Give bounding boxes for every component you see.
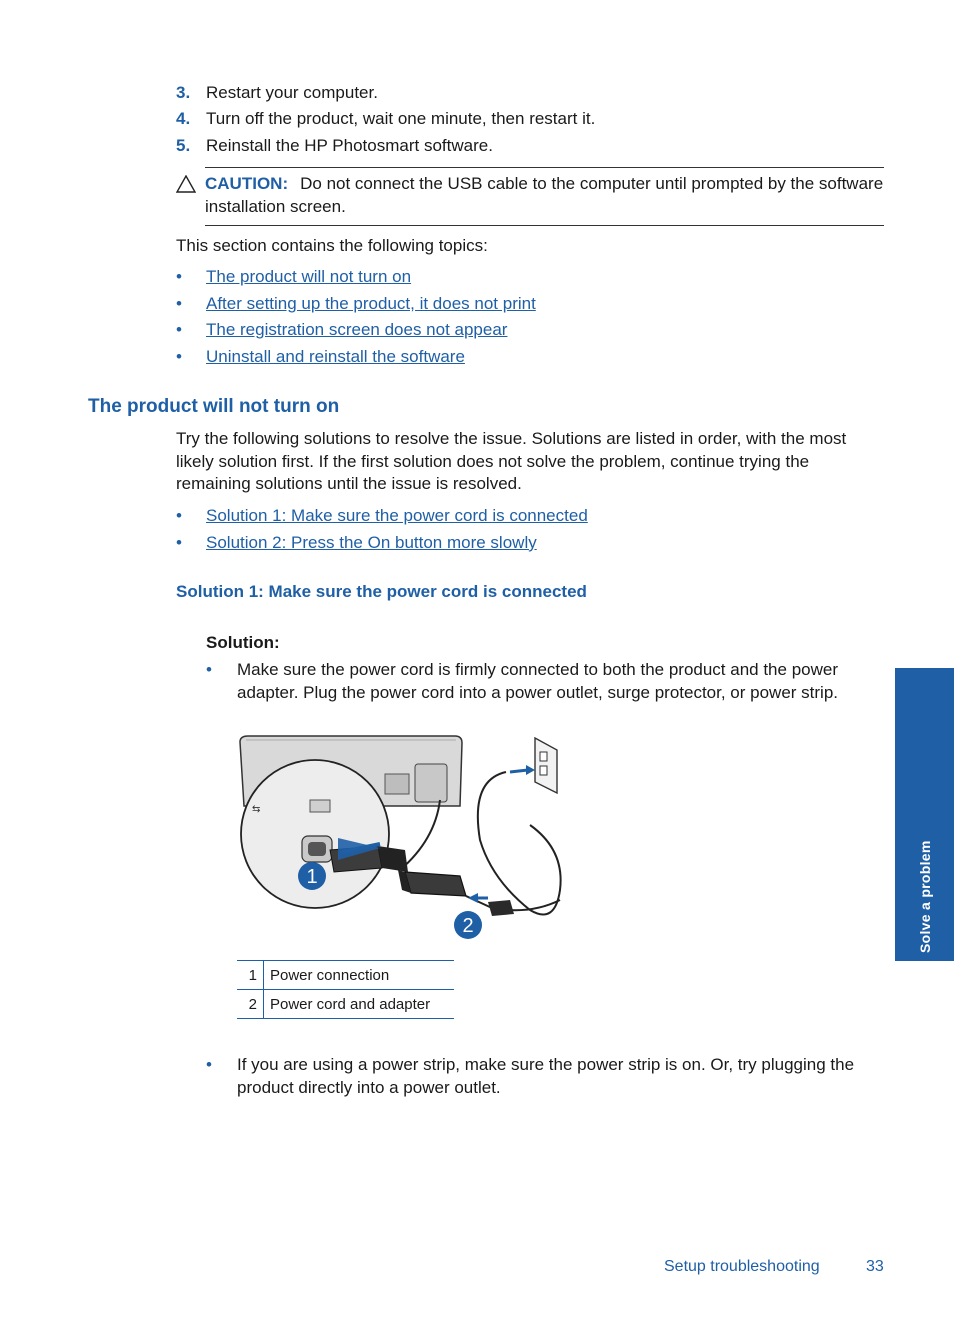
topic-link[interactable]: After setting up the product, it does not print — [206, 293, 536, 313]
section-intro: Try the following solutions to resolve the issue. Solutions are listed in order, with the most likely solution first. If the first solution does not solve the problem, continue trying the remaining solutions until the issue is resolved. — [176, 429, 847, 493]
topics-intro: This section contains the following topics: — [176, 236, 488, 255]
table-row — [237, 990, 454, 1019]
step-number: 5. — [176, 136, 191, 155]
warning-triangle-icon — [176, 175, 196, 193]
list-item — [176, 532, 886, 559]
step-number: 4. — [176, 109, 191, 128]
page-number: 33 — [866, 1258, 884, 1275]
side-tab — [895, 668, 954, 961]
topic-link[interactable]: Uninstall and reinstall the software — [206, 346, 465, 366]
topic-link[interactable]: The product will not turn on — [206, 267, 412, 286]
legend-label: Power connection — [264, 961, 455, 990]
step-4 — [176, 108, 886, 130]
callout-1-text: 1 — [306, 866, 318, 888]
legend-label: Power cord and adapter — [264, 990, 455, 1019]
figure-legend-table — [237, 960, 454, 1019]
bullet-icon: • — [176, 267, 182, 286]
solution-link[interactable]: Solution 2: Press the On button more slowly — [206, 532, 537, 552]
topics-list — [176, 266, 886, 372]
list-item — [176, 319, 886, 346]
legend-number: 1 — [237, 961, 264, 990]
legend-number: 2 — [237, 990, 264, 1019]
solution-bullet-2 — [206, 1053, 886, 1099]
step-text: Reinstall the HP Photosmart software. — [206, 136, 493, 155]
footer-section: Setup troubleshooting — [664, 1258, 820, 1275]
caution-top-rule — [205, 167, 884, 168]
svg-text:⇆: ⇆ — [252, 804, 261, 815]
table-row — [237, 961, 454, 990]
step-text: Restart your computer. — [206, 83, 378, 102]
step-5 — [176, 135, 886, 157]
solutions-list — [176, 505, 886, 558]
callout-2-text: 2 — [462, 915, 474, 937]
solution-label: Solution: — [206, 633, 280, 652]
step-text: Turn off the product, wait one minute, then restart it. — [206, 109, 596, 128]
list-item — [176, 346, 886, 373]
topic-link[interactable]: The registration screen does not appear — [206, 320, 508, 339]
bullet-icon: • — [176, 346, 182, 366]
bullet-text: Make sure the power cord is firmly connected to both the product and the power adapter. Plug the power cord into a power outlet, surge protector, or power strip. — [237, 660, 839, 702]
bullet-text: If you are using a power strip, make sure the power strip is on. Or, try plugging the product directly into a power outlet. — [237, 1055, 855, 1097]
list-item — [176, 293, 886, 320]
section-heading: The product will not turn on — [88, 396, 340, 417]
solution-bullet-1 — [206, 658, 886, 704]
step-number: 3. — [176, 83, 191, 102]
list-item — [176, 266, 886, 293]
bullet-icon: • — [176, 293, 182, 313]
side-tab-label: Solve a problem — [916, 840, 933, 953]
caution-note — [176, 172, 884, 218]
bullet-icon: • — [176, 506, 182, 525]
list-item — [176, 505, 886, 532]
solution1-heading: Solution 1: Make sure the power cord is connected — [176, 582, 587, 601]
bullet-icon: • — [176, 532, 182, 552]
caution-label: CAUTION: — [205, 174, 289, 193]
bullet-icon: • — [206, 1055, 212, 1074]
bullet-icon: • — [176, 320, 182, 339]
power-connection-illustration — [230, 730, 570, 942]
bullet-icon: • — [206, 660, 212, 679]
step-3 — [176, 82, 886, 104]
caution-text: Do not connect the USB cable to the computer until prompted by the software installation screen. — [205, 174, 884, 216]
solution-link[interactable]: Solution 1: Make sure the power cord is connected — [206, 506, 588, 525]
caution-bottom-rule — [205, 225, 884, 226]
